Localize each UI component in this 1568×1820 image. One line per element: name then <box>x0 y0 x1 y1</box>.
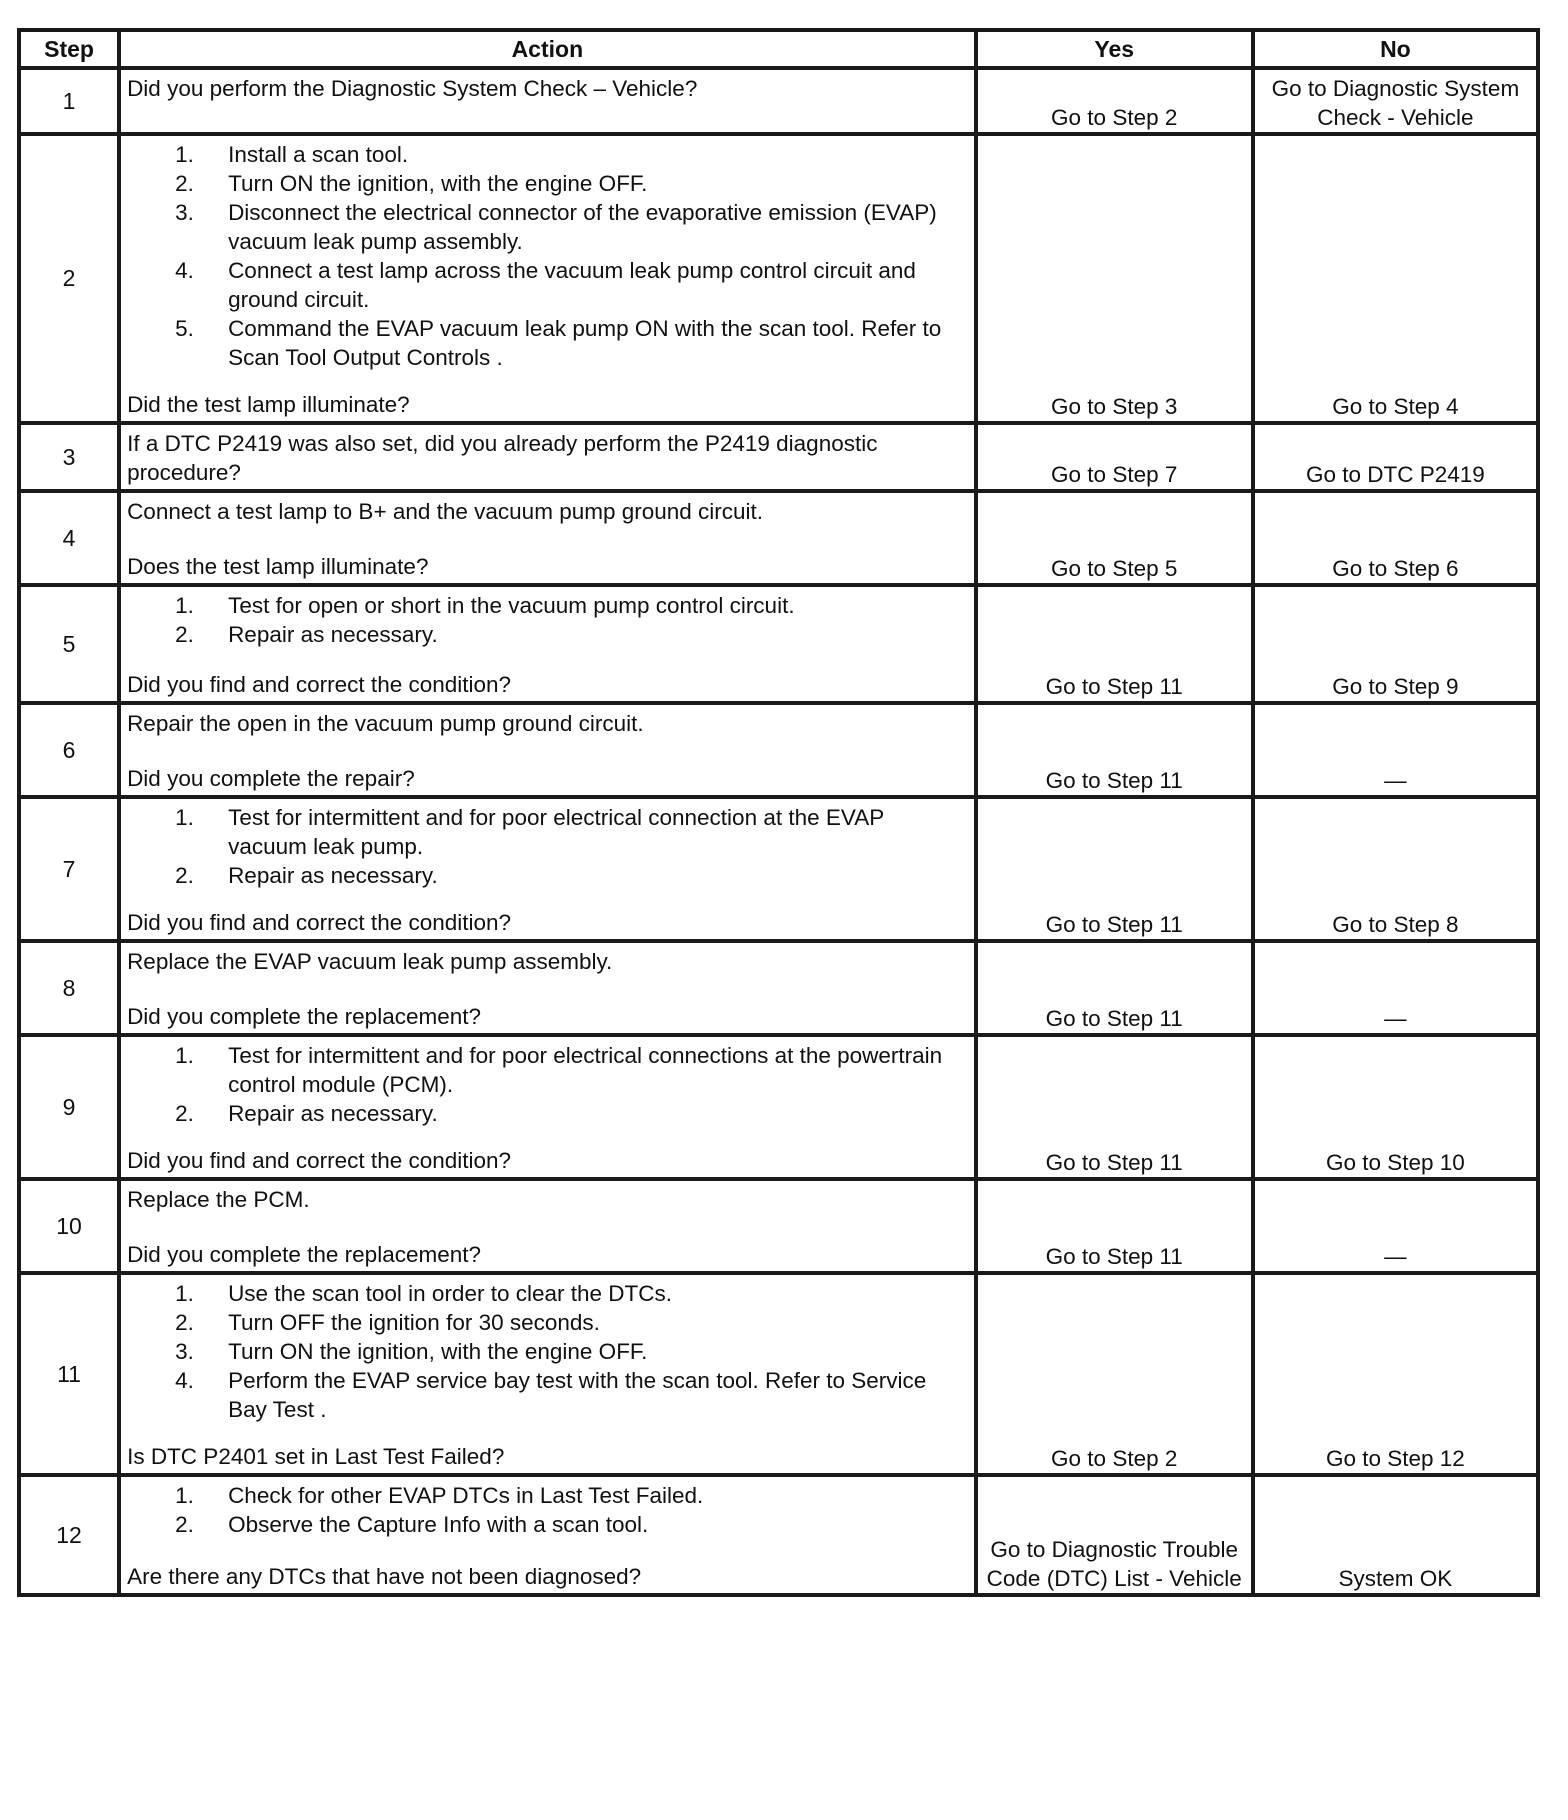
no-result: Go to Step 6 <box>1253 491 1538 585</box>
yes-result: Go to Step 2 <box>976 1273 1253 1475</box>
list-item <box>127 314 968 372</box>
action-question: Did you find and correct the condition? <box>127 672 512 697</box>
step-number: 8 <box>19 941 119 1035</box>
action-cell <box>119 585 976 703</box>
no-result: Go to DTC P2419 <box>1253 423 1538 491</box>
no-result: Go to Step 10 <box>1253 1035 1538 1179</box>
header-step: Step <box>19 30 119 68</box>
list-item <box>127 1279 968 1308</box>
step-number: 9 <box>19 1035 119 1179</box>
action-cell <box>119 941 976 1035</box>
action-question: Did you find and correct the condition? <box>127 910 512 935</box>
table-row <box>19 1179 1538 1273</box>
action-cell <box>119 1273 976 1475</box>
list-item-text: Repair as necessary. <box>228 863 438 888</box>
no-result: Go to Step 12 <box>1253 1273 1538 1475</box>
action-cell <box>119 797 976 941</box>
action-question: Did you complete the repair? <box>127 766 415 791</box>
action-question: Are there any DTCs that have not been diagnosed? <box>127 1564 642 1589</box>
step-number: 5 <box>19 585 119 703</box>
list-item-number: 3. <box>175 1339 194 1364</box>
list-item-text: Command the EVAP vacuum leak pump ON with the scan tool. Refer to Scan Tool Output Controls . <box>228 316 942 370</box>
action-cell <box>119 1475 976 1595</box>
list-item <box>127 1510 968 1539</box>
list-item-text: Turn OFF the ignition for 30 seconds. <box>228 1310 600 1335</box>
list-item-number: 1. <box>175 1483 194 1508</box>
yes-result: Go to Step 11 <box>976 797 1253 941</box>
no-result: — <box>1253 1179 1538 1273</box>
yes-result: Go to Step 11 <box>976 585 1253 703</box>
action-text: Connect a test lamp to B+ and the vacuum pump ground circuit. <box>127 499 764 524</box>
list-item <box>127 620 968 649</box>
yes-result: Go to Step 3 <box>976 134 1253 423</box>
action-text: Replace the PCM. <box>127 1187 310 1212</box>
list-item-number: 2. <box>175 1310 194 1335</box>
list-item <box>127 591 968 620</box>
list-item-number: 2. <box>175 1512 194 1537</box>
list-item <box>127 861 968 890</box>
list-item-number: 2. <box>175 863 194 888</box>
action-cell <box>119 491 976 585</box>
list-item-number: 4. <box>175 1368 194 1393</box>
list-item <box>127 198 968 256</box>
list-item-text: Perform the EVAP service bay test with the scan tool. Refer to Service Bay Test . <box>228 1368 927 1422</box>
action-cell <box>119 703 976 797</box>
yes-result: Go to Step 5 <box>976 491 1253 585</box>
list-item <box>127 1099 968 1128</box>
no-result: Go to Step 9 <box>1253 585 1538 703</box>
table-row <box>19 134 1538 423</box>
action-question: Did the test lamp illuminate? <box>127 392 410 417</box>
action-text: Did you perform the Diagnostic System Check – Vehicle? <box>127 76 698 101</box>
list-item-number: 3. <box>175 200 194 225</box>
table-row <box>19 797 1538 941</box>
list-item <box>127 803 968 861</box>
table-row <box>19 1273 1538 1475</box>
table-row <box>19 423 1538 491</box>
list-item <box>127 1481 968 1510</box>
action-text: If a DTC P2419 was also set, did you already perform the P2419 diagnostic procedure? <box>127 431 878 485</box>
list-item-text: Repair as necessary. <box>228 622 438 647</box>
yes-result: Go to Step 7 <box>976 423 1253 491</box>
no-result: — <box>1253 703 1538 797</box>
action-list <box>127 1041 968 1128</box>
no-result: System OK <box>1253 1475 1538 1595</box>
table-row <box>19 585 1538 703</box>
table-row <box>19 941 1538 1035</box>
yes-result: Go to Step 11 <box>976 703 1253 797</box>
header-action: Action <box>119 30 976 68</box>
no-result: Go to Diagnostic System Check - Vehicle <box>1253 68 1538 134</box>
list-item-number: 2. <box>175 171 194 196</box>
list-item-text: Install a scan tool. <box>228 142 409 167</box>
list-item-number: 1. <box>175 142 194 167</box>
list-item-number: 1. <box>175 1043 194 1068</box>
list-item-number: 1. <box>175 805 194 830</box>
list-item-text: Turn ON the ignition, with the engine OFF. <box>228 1339 648 1364</box>
step-number: 3 <box>19 423 119 491</box>
action-cell <box>119 423 976 491</box>
list-item-text: Test for intermittent and for poor electrical connection at the EVAP vacuum leak pump. <box>228 805 884 859</box>
action-cell <box>119 1179 976 1273</box>
no-result: — <box>1253 941 1538 1035</box>
action-question: Did you complete the replacement? <box>127 1242 482 1267</box>
list-item-text: Turn ON the ignition, with the engine OFF. <box>228 171 648 196</box>
list-item <box>127 1041 968 1099</box>
list-item-number: 2. <box>175 622 194 647</box>
yes-result: Go to Step 11 <box>976 941 1253 1035</box>
list-item <box>127 1308 968 1337</box>
list-item-number: 1. <box>175 1281 194 1306</box>
list-item-text: Use the scan tool in order to clear the DTCs. <box>228 1281 673 1306</box>
table-row <box>19 1475 1538 1595</box>
step-number: 1 <box>19 68 119 134</box>
step-number: 7 <box>19 797 119 941</box>
step-number: 12 <box>19 1475 119 1595</box>
header-row <box>19 30 1538 68</box>
list-item-text: Repair as necessary. <box>228 1101 438 1126</box>
list-item <box>127 256 968 314</box>
action-text: Repair the open in the vacuum pump ground circuit. <box>127 711 644 736</box>
action-cell <box>119 134 976 423</box>
action-cell <box>119 68 976 134</box>
action-cell <box>119 1035 976 1179</box>
table-row <box>19 68 1538 134</box>
list-item-text: Check for other EVAP DTCs in Last Test Failed. <box>228 1483 704 1508</box>
action-text: Replace the EVAP vacuum leak pump assembly. <box>127 949 613 974</box>
header-yes: Yes <box>976 30 1253 68</box>
action-question: Does the test lamp illuminate? <box>127 554 429 579</box>
action-list <box>127 140 968 372</box>
yes-result: Go to Step 11 <box>976 1179 1253 1273</box>
yes-result: Go to Diagnostic Trouble Code (DTC) List - Vehicle <box>976 1475 1253 1595</box>
table-row <box>19 1035 1538 1179</box>
step-number: 4 <box>19 491 119 585</box>
action-list <box>127 1481 968 1539</box>
action-list <box>127 803 968 890</box>
table-row <box>19 703 1538 797</box>
diagnostic-table <box>17 28 1540 1597</box>
step-number: 6 <box>19 703 119 797</box>
list-item-text: Observe the Capture Info with a scan tool. <box>228 1512 649 1537</box>
action-question: Is DTC P2401 set in Last Test Failed? <box>127 1444 505 1469</box>
list-item-number: 4. <box>175 258 194 283</box>
list-item-number: 2. <box>175 1101 194 1126</box>
action-question: Did you complete the replacement? <box>127 1004 482 1029</box>
no-result: Go to Step 4 <box>1253 134 1538 423</box>
header-no: No <box>1253 30 1538 68</box>
list-item <box>127 1366 968 1424</box>
step-number: 10 <box>19 1179 119 1273</box>
list-item-number: 1. <box>175 593 194 618</box>
list-item <box>127 1337 968 1366</box>
yes-result: Go to Step 11 <box>976 1035 1253 1179</box>
list-item-text: Disconnect the electrical connector of the evaporative emission (EVAP) vacuum leak pump assembly. <box>228 200 937 254</box>
action-list <box>127 591 968 649</box>
list-item-text: Test for open or short in the vacuum pump control circuit. <box>228 593 795 618</box>
step-number: 2 <box>19 134 119 423</box>
list-item <box>127 169 968 198</box>
list-item-number: 5. <box>175 316 194 341</box>
action-list <box>127 1279 968 1424</box>
action-question: Did you find and correct the condition? <box>127 1148 512 1173</box>
list-item-text: Test for intermittent and for poor electrical connections at the powertrain control module (PCM). <box>228 1043 943 1097</box>
list-item-text: Connect a test lamp across the vacuum leak pump control circuit and ground circuit. <box>228 258 916 312</box>
yes-result: Go to Step 2 <box>976 68 1253 134</box>
no-result: Go to Step 8 <box>1253 797 1538 941</box>
list-item <box>127 140 968 169</box>
table-row <box>19 491 1538 585</box>
step-number: 11 <box>19 1273 119 1475</box>
